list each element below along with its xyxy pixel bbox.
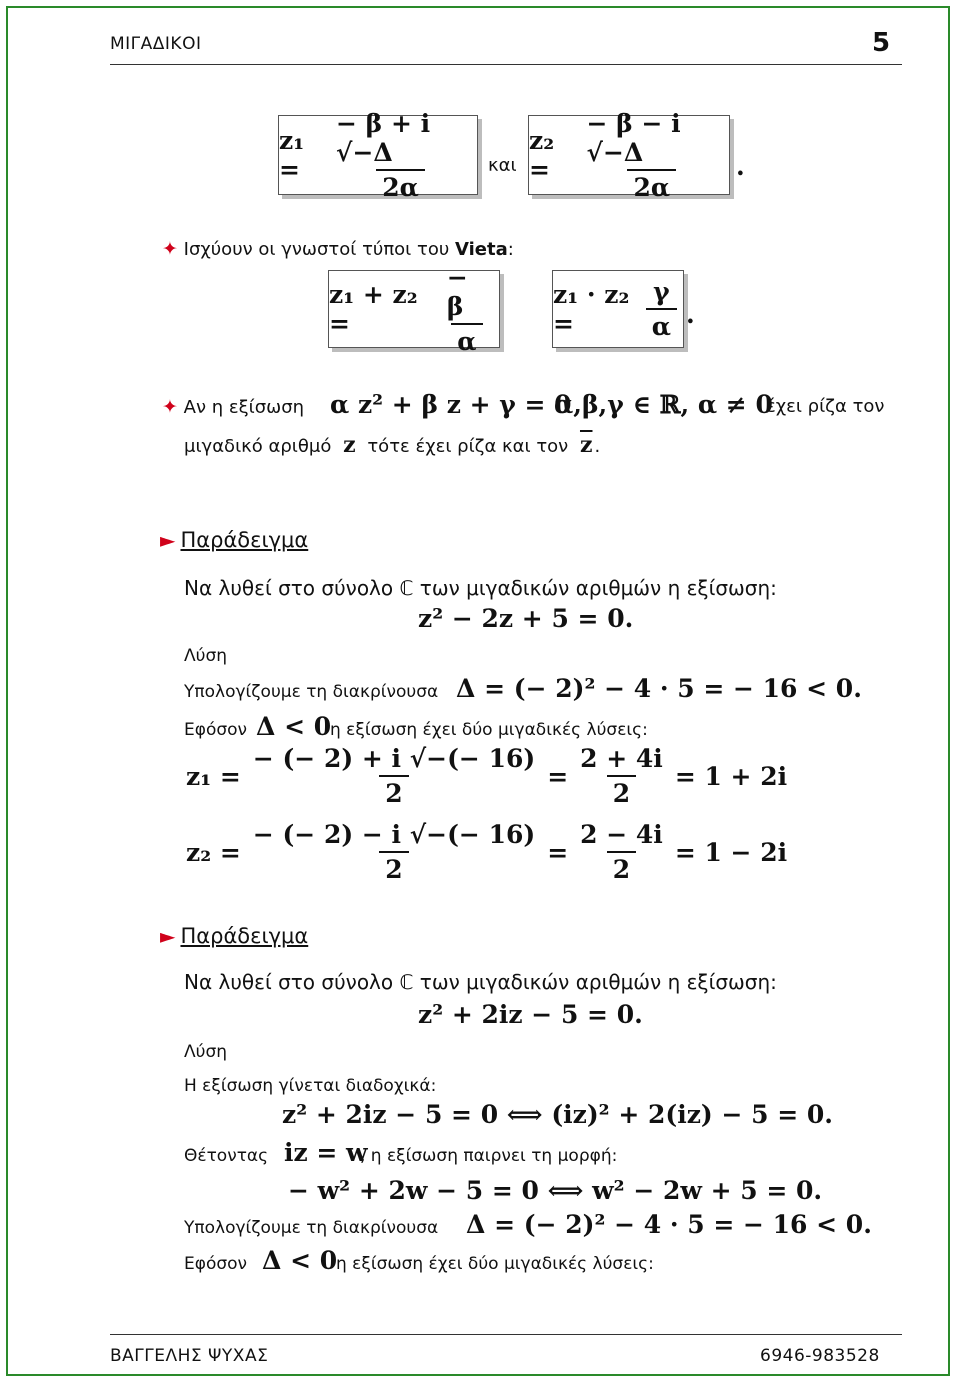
root-z2-box [528, 108, 730, 202]
triangle-marker-icon: ► [160, 528, 176, 552]
vieta-line [162, 238, 514, 260]
example1-z1-lhs: z₁ = [186, 761, 241, 791]
example1-z1-den: 2 [379, 775, 408, 808]
z2-lhs: z₂ = [529, 126, 555, 184]
example1-disc-text: Υπολογίζουμε τη διακρίνουσα [184, 682, 439, 702]
conjugate-text1: Αν η εξίσωση [183, 397, 305, 418]
example1-z2-mid-num: 2 − 4i [580, 820, 663, 849]
conjugate-text2: έχει ρίζα τον [766, 396, 885, 417]
example2-sub-text1: Θέτοντας [184, 1146, 269, 1166]
example2-since-math: Δ < 0 [262, 1246, 338, 1275]
z1-fraction [330, 109, 471, 202]
example2-heading: Παράδειγμα [180, 924, 309, 948]
example2-prompt: Να λυθεί στο σύνολο ℂ των μιγαδικών αριθμών η εξίσωση: [184, 970, 777, 994]
example1-z2-row [186, 820, 787, 884]
z1-numerator: − β + i √−Δ [336, 108, 431, 167]
vieta-sum-lhs: z₁ + z₂ = [329, 280, 418, 338]
footer-phone: 6946-983528 [760, 1346, 880, 1366]
vieta-prod-den: α [646, 308, 677, 341]
example1-z2-num: − (− 2) − i √−(− 16) [252, 820, 536, 849]
header-title: ΜΙΓΑΔΙΚΟΙ [110, 34, 202, 54]
vieta-text: Ισχύουν οι γνωστοί τύποι του [183, 239, 455, 260]
conjugate-z: z [343, 432, 356, 458]
example1-heading-row [160, 528, 308, 552]
example1-heading: Παράδειγμα [180, 528, 309, 552]
connector-kai: και [488, 155, 517, 176]
example1-disc-math: Δ = (− 2)² − 4 · 5 = − 16 < 0. [456, 674, 862, 703]
star-bullet-icon: ✦ [162, 396, 178, 418]
example2-disc-text: Υπολογίζουμε τη διακρίνουσα [184, 1218, 439, 1238]
example2-step-text: Η εξίσωση γίνεται διαδοχικά: [184, 1076, 437, 1096]
vieta-sum-num: − β [446, 262, 468, 321]
example1-since-text1: Εφόσον [184, 720, 248, 740]
conjugate-conditions: α,β,γ ∈ ℝ, α ≠ 0 [554, 390, 773, 419]
example1-z2-mid-den: 2 [607, 851, 636, 884]
example2-since-text2: η εξίσωση έχει δύο μιγαδικές λύσεις: [336, 1254, 654, 1274]
example1-z1-mid-num: 2 + 4i [580, 744, 663, 773]
example1-z2-den: 2 [379, 851, 408, 884]
example2-equation: z² + 2iz − 5 = 0. [418, 1000, 643, 1029]
z2-denominator: 2α [627, 169, 676, 202]
example1-z2-eq: = [547, 837, 569, 867]
example2-solution-label: Λύση [184, 1042, 228, 1062]
example1-z1-result: = 1 + 2i [674, 761, 788, 791]
example2-sub-math: iz = w [284, 1138, 368, 1167]
example1-prompt: Να λυθεί στο σύνολο ℂ των μιγαδικών αριθμών η εξίσωση: [184, 576, 777, 600]
conjugate-bullet-text [162, 396, 304, 418]
example1-z1-mid-fraction [574, 744, 669, 808]
example1-z2-fraction [247, 820, 541, 884]
vieta-sum-fraction [441, 263, 493, 356]
vieta-sum-box [328, 262, 500, 356]
conjugate-equation: α z² + β z + γ = 0 [330, 390, 572, 419]
vieta-colon: : [507, 239, 514, 260]
example1-solution-label: Λύση [184, 646, 228, 666]
z2-fraction [581, 109, 723, 202]
z1-denominator: 2α [376, 169, 425, 202]
roots-end-period: . [736, 152, 745, 181]
conjugate-zbar: $\overline{z}$ [579, 432, 593, 458]
conjugate-line2-mid: τότε έχει ρίζα και τον [367, 436, 569, 457]
example1-z1-eq: = [547, 761, 569, 791]
vieta-sum-den: α [451, 323, 482, 356]
example2-heading-row [160, 924, 308, 948]
root-z1-box [278, 108, 478, 202]
z2-numerator: − β − i √−Δ [586, 108, 681, 167]
example1-z2-mid-fraction [574, 820, 669, 884]
example2-step-math: z² + 2iz − 5 = 0 ⟺ (iz)² + 2(iz) − 5 = 0. [282, 1100, 833, 1129]
vieta-product-box [552, 270, 684, 348]
conjugate-line2-end: . [594, 436, 601, 457]
triangle-marker-icon: ► [160, 924, 176, 948]
conjugate-line2-pre: μιγαδικό αριθμό [184, 436, 332, 457]
page-number: 5 [872, 28, 891, 58]
example1-z2-result: = 1 − 2i [674, 837, 788, 867]
star-bullet-icon: ✦ [162, 238, 178, 260]
example1-since-math: Δ < 0 [256, 712, 332, 741]
example2-since-text1: Εφόσον [184, 1254, 248, 1274]
example1-z1-num: − (− 2) + i √−(− 16) [252, 744, 536, 773]
footer-author: ΒΑΓΓΕΛΗΣ ΨΥΧΑΣ [110, 1346, 269, 1366]
example1-z1-row [186, 744, 787, 808]
vieta-prod-num: γ [653, 277, 670, 306]
vieta-prod-fraction [646, 277, 677, 341]
example1-z1-mid-den: 2 [607, 775, 636, 808]
example2-w-math: − w² + 2w − 5 = 0 ⟺ w² − 2w + 5 = 0. [288, 1176, 823, 1205]
example2-disc-math: Δ = (− 2)² − 4 · 5 = − 16 < 0. [466, 1210, 872, 1239]
example1-since-text2: η εξίσωση έχει δύο μιγαδικές λύσεις: [330, 720, 648, 740]
vieta-name: Vieta [454, 239, 508, 260]
example1-z2-lhs: z₂ = [186, 837, 241, 867]
header-rule [110, 64, 902, 65]
example1-z1-fraction [247, 744, 541, 808]
vieta-end-period: . [686, 300, 695, 329]
example1-equation: z² − 2z + 5 = 0. [418, 604, 634, 633]
conjugate-line2 [184, 432, 600, 458]
z1-lhs: z₁ = [279, 126, 305, 184]
footer-rule [110, 1334, 902, 1335]
vieta-prod-lhs: z₁ · z₂ = [553, 280, 630, 338]
example2-sub-text2: , η εξίσωση παιρνει τη μορφή: [360, 1146, 618, 1166]
